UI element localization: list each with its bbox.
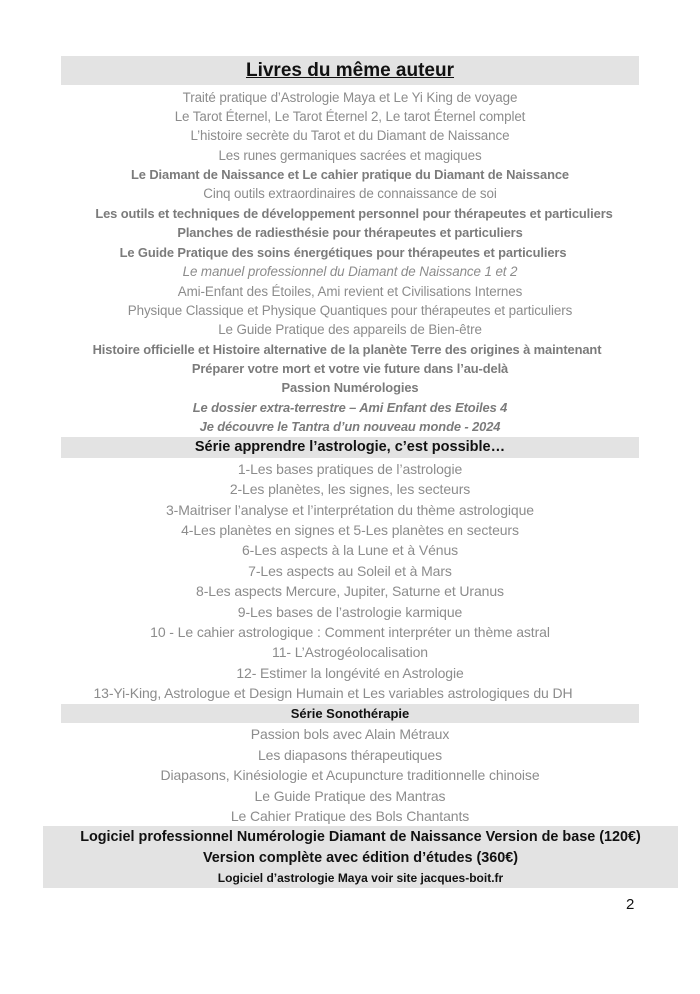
list-item: 12- Estimer la longévité en Astrologie — [236, 665, 464, 681]
list-item: 10 - Le cahier astrologique : Comment interpréter un thème astral — [150, 624, 550, 640]
list-item: Préparer votre mort et votre vie future dans l’au-delà — [191, 361, 509, 376]
list-item: Le Tarot Éternel, Le Tarot Éternel 2, Le tarot Éternel complet — [174, 109, 526, 124]
page-title: Livres du même auteur — [245, 60, 455, 81]
list-item: Le Cahier Pratique des Bols Chantants — [230, 808, 470, 824]
list-item: Passion Numérologies — [281, 380, 419, 395]
astrology-series-title: Série apprendre l’astrologie, c’est possible… — [194, 439, 506, 455]
software-line-1: Logiciel professionnel Numérologie Diamant de Naissance Version de base (120€) — [80, 829, 641, 845]
list-item: Je découvre le Tantra d’un nouveau monde - 2024 — [199, 419, 501, 434]
list-item: 7-Les aspects au Soleil et à Mars — [248, 563, 452, 579]
list-item: Traité pratique d’Astrologie Maya et Le Yi King de voyage — [182, 90, 518, 105]
list-item: Le manuel professionnel du Diamant de Naissance 1 et 2 — [182, 264, 518, 279]
sound-series-title: Série Sonothérapie — [290, 706, 410, 721]
list-item: 9-Les bases de l’astrologie karmique — [237, 604, 463, 620]
list-item: 6-Les aspects à la Lune et à Vénus — [241, 542, 459, 558]
list-item: 3-Maitriser l’analyse et l’interprétation du thème astrologique — [165, 502, 534, 518]
list-item: Le dossier extra-terrestre – Ami Enfant des Etoiles 4 — [192, 400, 508, 415]
list-item: Les diapasons thérapeutiques — [257, 747, 442, 763]
list-item: Physique Classique et Physique Quantiques pour thérapeutes et particuliers — [127, 303, 573, 318]
list-item: Ami-Enfant des Étoiles, Ami revient et Civilisations Internes — [177, 284, 523, 299]
list-item: Cinq outils extraordinaires de connaissance de soi — [203, 186, 497, 201]
list-item: 1-Les bases pratiques de l’astrologie — [237, 461, 463, 477]
page-number: 2 — [626, 896, 635, 913]
list-item: 13-Yi-King, Astrologue et Design Humain et Les variables astrologiques du DH — [93, 685, 573, 701]
list-item: Les outils et techniques de développement personnel pour thérapeutes et particuliers — [95, 206, 613, 221]
list-item: 8-Les aspects Mercure, Jupiter, Saturne et Uranus — [196, 583, 504, 599]
list-item: 4-Les planètes en signes et 5-Les planètes en secteurs — [181, 522, 519, 538]
software-line-2: Version complète avec édition d’études (360€) — [202, 850, 519, 866]
list-item: Le Guide Pratique des soins énergétiques pour thérapeutes et particuliers — [119, 245, 567, 260]
list-item: Les runes germaniques sacrées et magiques — [218, 148, 482, 163]
software-line-3: Logiciel d’astrologie Maya voir site jacques-boit.fr — [217, 871, 504, 885]
list-item: Passion bols avec Alain Métraux — [250, 726, 450, 742]
list-item: Le Guide Pratique des Mantras — [254, 788, 446, 804]
list-item: L’histoire secrète du Tarot et du Diamant de Naissance — [190, 128, 510, 143]
list-item: 11- L’Astrogéolocalisation — [272, 644, 428, 660]
list-item: 2-Les planètes, les signes, les secteurs — [229, 481, 471, 497]
list-item: Le Diamant de Naissance et Le cahier pratique du Diamant de Naissance — [131, 167, 569, 182]
list-item: Planches de radiesthésie pour thérapeutes et particuliers — [177, 225, 523, 240]
list-item: Histoire officielle et Histoire alternative de la planète Terre des origines à maintenant — [92, 342, 602, 357]
list-item: Diapasons, Kinésiologie et Acupuncture traditionnelle chinoise — [160, 767, 540, 783]
list-item: Le Guide Pratique des appareils de Bien-être — [218, 322, 482, 337]
